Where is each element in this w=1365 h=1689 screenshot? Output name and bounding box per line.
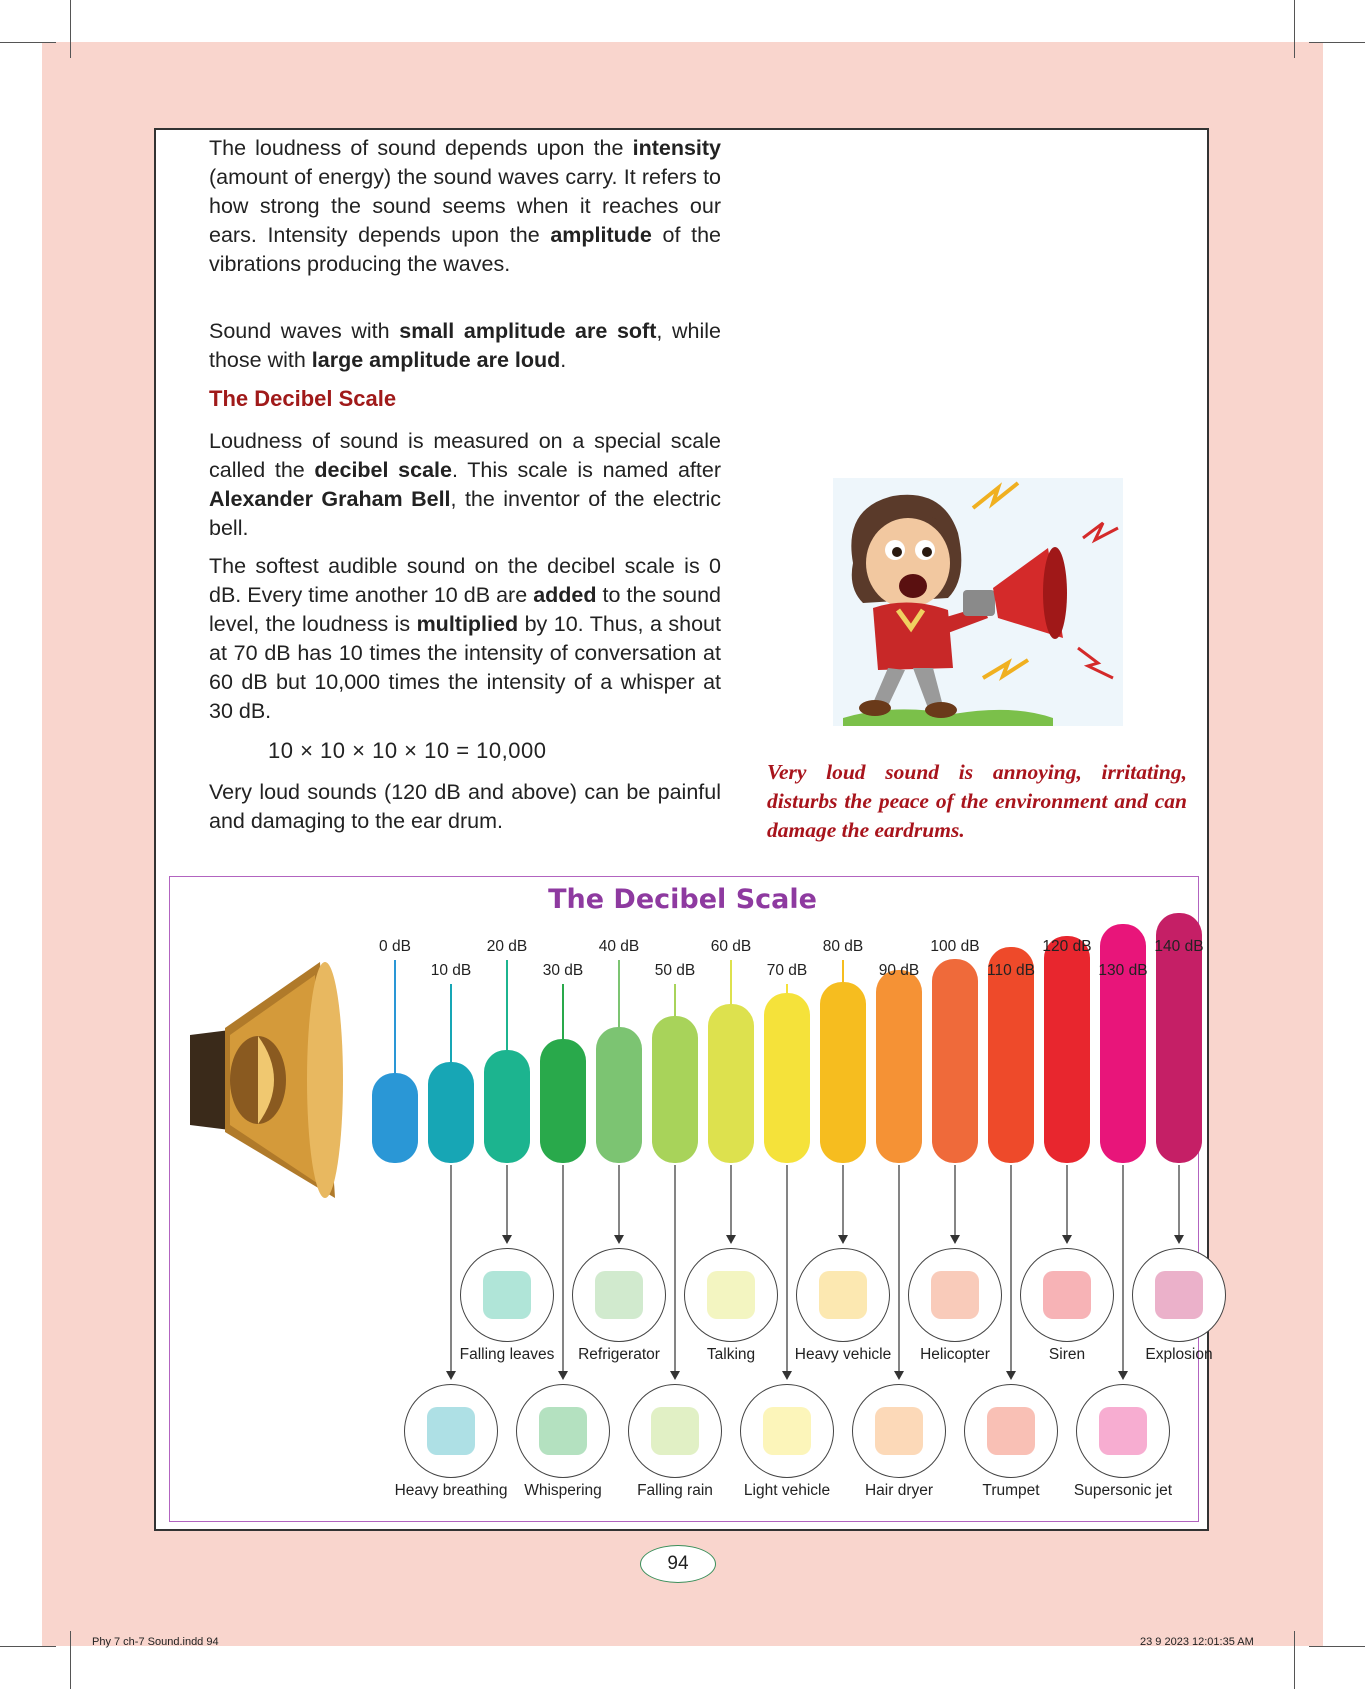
- level-stem: [562, 984, 564, 1041]
- section-heading: The Decibel Scale: [209, 386, 397, 411]
- paragraph-decibel-scale: Loudness of sound is measured on a special scale called the decibel scale. This scale is named after Alexander Graham Bell, the inventor of the electric bell.: [209, 429, 721, 540]
- decibel-bar: [932, 959, 978, 1163]
- source-icon-placeholder: [427, 1407, 475, 1455]
- source-icon-placeholder: [539, 1407, 587, 1455]
- tick-label: 140 dB: [1154, 938, 1204, 955]
- paragraph-softest-sound: The softest audible sound on the decibel scale is 0 dB. Every time another 10 dB are added to the sound level, the loudness is multiplied by 10. Thus, a shout at 70 dB has 10 times the intensity of conversation at 60 dB but 10,000 times the intensity of a whisper at 30 dB.: [209, 554, 721, 723]
- sound-source-icon: [1076, 1384, 1170, 1478]
- sound-source-icon: [1020, 1248, 1114, 1342]
- source-label: Heavy vehicle: [794, 1346, 892, 1363]
- pointer-arrowhead: [670, 1371, 680, 1380]
- pointer-arrowhead: [1174, 1235, 1184, 1244]
- source-label: Hair dryer: [864, 1482, 934, 1499]
- tick-label: 60 dB: [710, 938, 752, 955]
- pointer-arrowhead: [1118, 1371, 1128, 1380]
- pointer-arrowhead: [950, 1235, 960, 1244]
- sound-source-icon: [908, 1248, 1002, 1342]
- source-icon-placeholder: [595, 1271, 643, 1319]
- decibel-bar: [596, 1027, 642, 1163]
- sound-source-icon: [404, 1384, 498, 1478]
- decibel-bar: [820, 982, 866, 1163]
- tick-label: 40 dB: [598, 938, 640, 955]
- pointer-arrowhead: [782, 1371, 792, 1380]
- paragraph-amplitude: Sound waves with small amplitude are soft, while those with large amplitude are loud.: [209, 319, 721, 372]
- decibel-bar: [876, 970, 922, 1163]
- tick-label: 30 dB: [542, 962, 584, 979]
- tick-label: 130 dB: [1098, 962, 1148, 979]
- level-stem: [674, 984, 676, 1018]
- sound-source-icon: [684, 1248, 778, 1342]
- level-stem: [394, 960, 396, 1075]
- source-icon-placeholder: [1155, 1271, 1203, 1319]
- decibel-bar: [1100, 924, 1146, 1163]
- source-label: Trumpet: [982, 1482, 1040, 1499]
- tick-label: 70 dB: [766, 962, 808, 979]
- source-label: Talking: [706, 1346, 756, 1363]
- pointer-arrowhead: [1062, 1235, 1072, 1244]
- pointer-arrowhead: [614, 1235, 624, 1244]
- sound-source-icon: [964, 1384, 1058, 1478]
- illustration-caption: Very loud sound is annoying, irritating, disturbs the peace of the environment and can damage the eardrums.: [767, 760, 1187, 842]
- pointer-arrowhead: [894, 1371, 904, 1380]
- level-stem: [842, 960, 844, 984]
- source-label: Light vehicle: [743, 1482, 831, 1499]
- decibel-bar: [540, 1039, 586, 1163]
- decibel-bar: [708, 1004, 754, 1163]
- decibel-bar: [372, 1073, 418, 1163]
- source-icon-placeholder: [763, 1407, 811, 1455]
- source-label: Falling rain: [637, 1482, 713, 1499]
- sound-source-icon: [740, 1384, 834, 1478]
- source-icon-placeholder: [819, 1271, 867, 1319]
- tick-label: 100 dB: [930, 938, 980, 955]
- tick-label: 120 dB: [1042, 938, 1092, 955]
- pointer-arrowhead: [838, 1235, 848, 1244]
- decibel-bar: [428, 1062, 474, 1163]
- tick-label: 80 dB: [822, 938, 864, 955]
- sound-source-icon: [1132, 1248, 1226, 1342]
- level-stem: [450, 984, 452, 1064]
- sound-source-icon: [516, 1384, 610, 1478]
- decibel-bar: [652, 1016, 698, 1163]
- source-icon-placeholder: [987, 1407, 1035, 1455]
- decibel-bar: [764, 993, 810, 1163]
- slug-right: 23 9 2023 12:01:35 AM: [1140, 1636, 1254, 1648]
- tick-label: 20 dB: [486, 938, 528, 955]
- pointer-arrowhead: [502, 1235, 512, 1244]
- sound-source-icon: [572, 1248, 666, 1342]
- tick-label: 110 dB: [987, 962, 1035, 979]
- equation: 10 × 10 × 10 × 10 = 10,000: [268, 738, 547, 763]
- pointer-arrowhead: [446, 1371, 456, 1380]
- paragraph-intensity: The loudness of sound depends upon the intensity (amount of energy) the sound waves carry. It refers to how strong the sound seems when it reaches our ears. Intensity depends upon the amplitude of the vibrations producing the waves.: [209, 136, 721, 276]
- source-icon-placeholder: [651, 1407, 699, 1455]
- sound-source-icon: [796, 1248, 890, 1342]
- tick-label: 90 dB: [878, 962, 920, 979]
- sound-source-icon: [460, 1248, 554, 1342]
- pointer-arrowhead: [558, 1371, 568, 1380]
- source-icon-placeholder: [931, 1271, 979, 1319]
- sound-source-icon: [628, 1384, 722, 1478]
- tick-label: 0 dB: [379, 938, 411, 955]
- source-label: Explosion: [1145, 1346, 1213, 1363]
- source-icon-placeholder: [483, 1271, 531, 1319]
- source-label: Helicopter: [920, 1346, 990, 1363]
- source-label: Falling leaves: [459, 1346, 555, 1363]
- source-icon-placeholder: [707, 1271, 755, 1319]
- source-icon-placeholder: [1099, 1407, 1147, 1455]
- source-label: Refrigerator: [578, 1346, 660, 1363]
- pointer-arrowhead: [1006, 1371, 1016, 1380]
- tick-label: 50 dB: [654, 962, 696, 979]
- pointer-arrowhead: [726, 1235, 736, 1244]
- decibel-bar: [484, 1050, 530, 1163]
- source-label: Whispering: [524, 1482, 602, 1499]
- decibel-bar: [1044, 936, 1090, 1163]
- level-stem: [506, 960, 508, 1052]
- source-icon-placeholder: [875, 1407, 923, 1455]
- slug-left: Phy 7 ch-7 Sound.indd 94: [92, 1636, 219, 1648]
- source-label: Supersonic jet: [1073, 1482, 1173, 1499]
- level-stem: [730, 960, 732, 1006]
- source-label: Heavy breathing: [394, 1482, 508, 1499]
- tick-label: 10 dB: [430, 962, 472, 979]
- sound-source-icon: [852, 1384, 946, 1478]
- source-icon-placeholder: [1043, 1271, 1091, 1319]
- level-stem: [618, 960, 620, 1029]
- paragraph-loud-sounds: Very loud sounds (120 dB and above) can be painful and damaging to the ear drum.: [209, 780, 721, 833]
- page-number: 94: [640, 1545, 716, 1583]
- source-label: Siren: [1048, 1346, 1086, 1363]
- chart-title: The Decibel Scale: [548, 884, 817, 915]
